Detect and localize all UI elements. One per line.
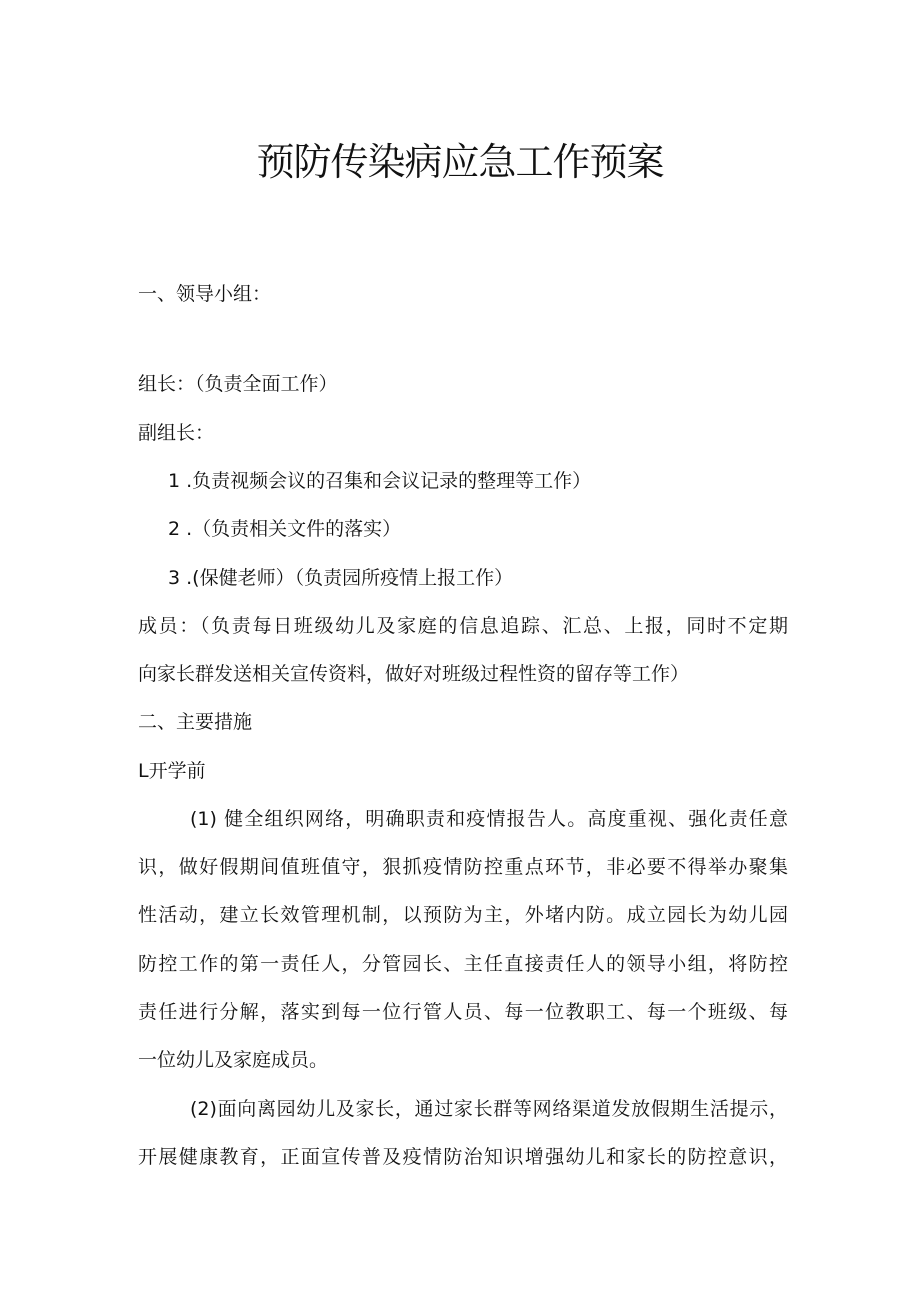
subsection-heading-before-school: L开学前 [138,760,206,782]
paragraph-line: (1) 健全组织网络，明确职责和疫情报告人。高度重视、强化责任意 [190,808,788,830]
section-heading-leadership: 一、领导小组： [138,283,272,305]
paragraph-line: 一位幼儿及家庭成员。 [138,1049,329,1071]
list-item: 2 .（负责相关文件的落实） [168,518,402,540]
text-line-leader: 组长：（负责全面工作） [138,373,338,395]
paragraph-line: 责任进行分解，落实到每一位行管人员、每一位教职工、每一个班级、每 [138,1001,788,1023]
list-item: 1 .负责视频会议的召集和会议记录的整理等工作） [168,470,592,492]
paragraph-line: 性活动，建立长效管理机制，以预防为主，外堵内防。成立园长为幼儿园 [138,904,788,926]
text-line-deputy-leader: 副组长： [138,422,215,444]
paragraph-line: 识，做好假期间值班值守，狠抓疫情防控重点环节，非必要不得举办聚集 [138,856,788,878]
paragraph-line: 防控工作的第一责任人，分管园长、主任直接责任人的领导小组，将防控 [138,953,788,975]
section-heading-measures: 二、主要措施 [138,711,253,733]
list-item: 3 .(保健老师）（负责园所疫情上报工作） [168,567,514,589]
text-line-members-cont: 向家长群发送相关宣传资料，做好对班级过程性资的留存等工作） [138,663,690,685]
paragraph-line: 开展健康教育，正面宣传普及疫情防治知识增强幼儿和家长的防控意识， [138,1146,788,1168]
text-line-members: 成员：（负责每日班级幼儿及家庭的信息追踪、汇总、上报，同时不定期 [138,615,788,637]
document-title: 预防传染病应急工作预案 [256,140,664,184]
paragraph-line: (2)面向离园幼儿及家长，通过家长群等网络渠道发放假期生活提示， [190,1098,788,1120]
